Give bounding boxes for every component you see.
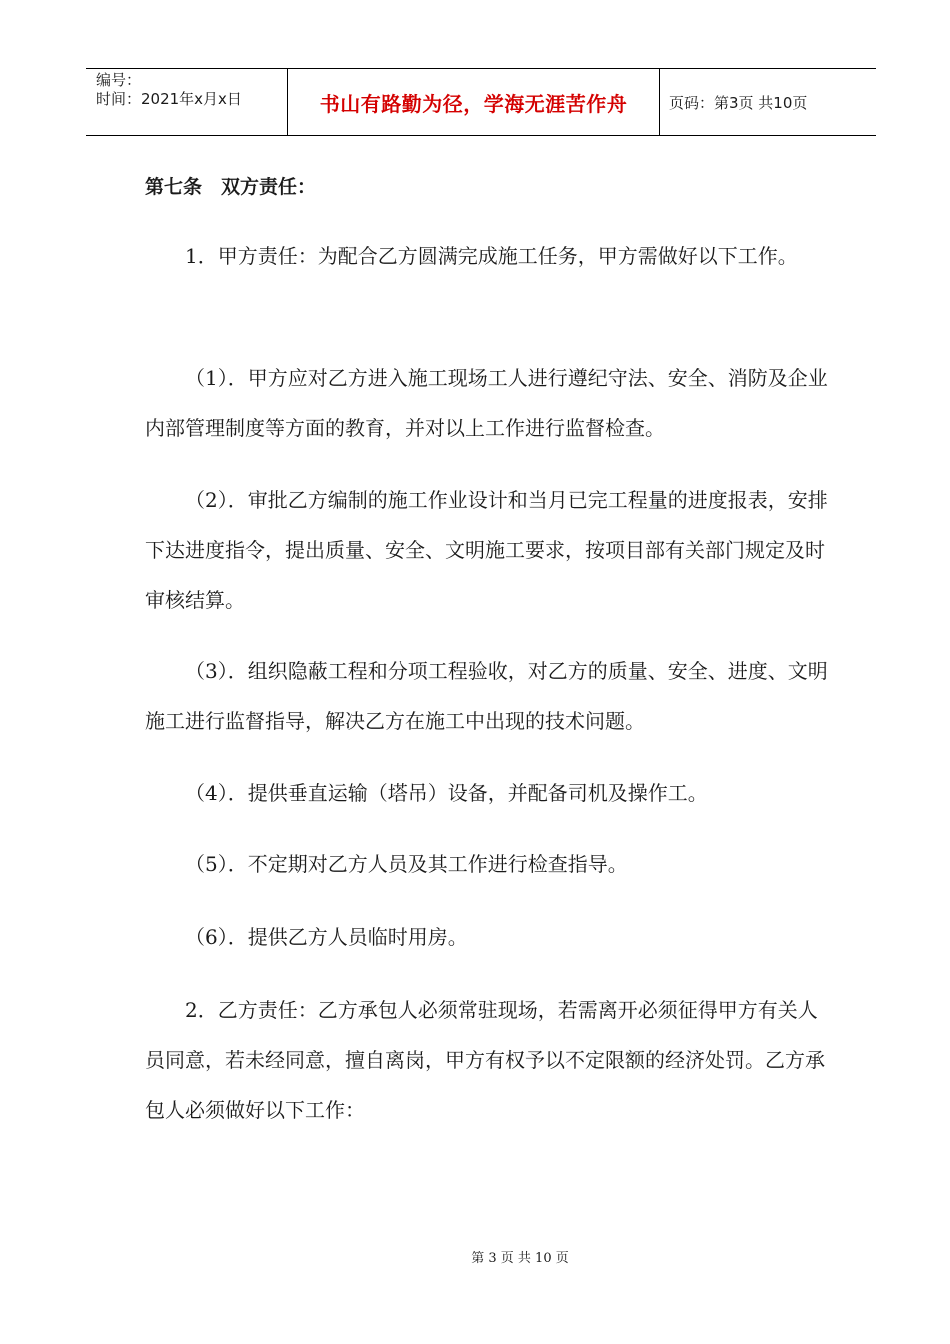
paragraph: 1．甲方责任：为配合乙方圆满完成施工任务，甲方需做好以下工作。	[185, 244, 798, 268]
header-meta	[86, 69, 288, 135]
paragraph: （5）．不定期对乙方人员及其工作进行检查指导。	[185, 852, 628, 876]
header-page-info: 页码：第3页 共10页	[669, 93, 808, 112]
number-label: 编号：	[96, 71, 142, 89]
page-header	[86, 68, 876, 136]
header-motto: 书山有路勤为径，学海无涯苦作舟	[288, 69, 660, 135]
paragraph: （2）．审批乙方编制的施工作业设计和当月已完工程量的进度报表，安排下达进度指令，提出质量、安全、文明施工要求，按项目部有关部门规定及时审核结算。	[145, 488, 828, 612]
time-label: 时间：2021年x月x日	[96, 90, 242, 108]
article-title: 第七条 双方责任：	[145, 176, 317, 198]
page-footer: 第 3 页 共 10 页	[471, 1251, 569, 1266]
paragraph: 2．乙方责任：乙方承包人必须常驻现场，若需离开必须征得甲方有关人员同意，若未经同意，擅自离岗，甲方有权予以不定限额的经济处罚。乙方承包人必须做好以下工作：	[145, 998, 825, 1122]
paragraph: （6）．提供乙方人员临时用房。	[185, 925, 468, 949]
paragraph: （3）．组织隐蔽工程和分项工程验收，对乙方的质量、安全、进度、文明施工进行监督指导，解决乙方在施工中出现的技术问题。	[145, 659, 828, 733]
paragraph: （4）．提供垂直运输（塔吊）设备，并配备司机及操作工。	[185, 781, 708, 805]
paragraph: （1）．甲方应对乙方进入施工现场工人进行遵纪守法、安全、消防及企业内部管理制度等方面的教育，并对以上工作进行监督检查。	[145, 366, 828, 440]
